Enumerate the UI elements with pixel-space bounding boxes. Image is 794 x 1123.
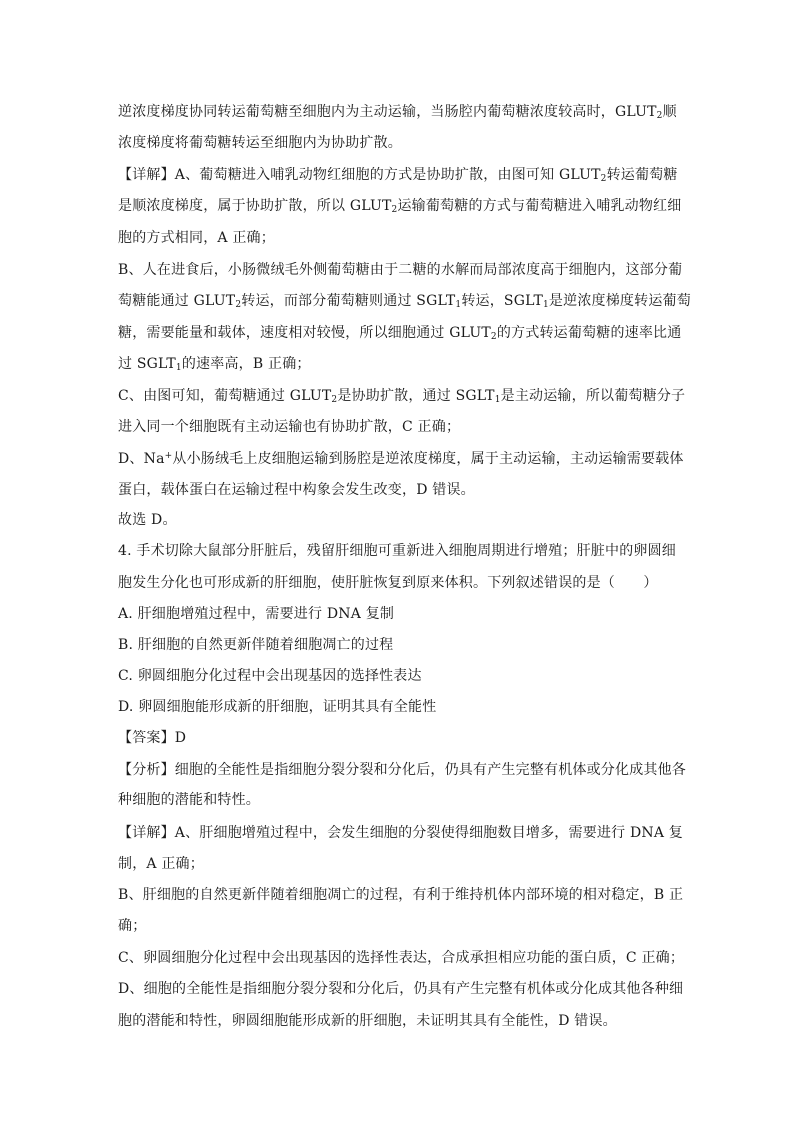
subscript: 2 (600, 174, 607, 184)
text-line (118, 854, 204, 874)
text-line (118, 635, 393, 655)
text-line (118, 573, 658, 593)
text-run: D、细胞的全能性是指细胞分裂分裂和分化后，仍具有产生完整有机体或分化成其他各种细 (118, 981, 684, 997)
subscript: 1 (542, 300, 549, 310)
text-run: 蛋白，载体蛋白在运输过程中构象会发生改变，D 错误。 (118, 482, 475, 498)
text-run: 确； (118, 918, 147, 934)
subscript: 2 (391, 205, 398, 215)
text-run: 是主动运输，所以葡萄糖分子 (500, 388, 686, 404)
text-run: 是逆浓度梯度转运葡萄 (548, 293, 691, 309)
text-line (118, 228, 275, 248)
text-run: 从小肠绒毛上皮细胞运输到肠腔是逆浓度梯度，属于主动运输，主动运输需要载体 (172, 451, 684, 467)
text-line (118, 790, 260, 810)
text-run: 种细胞的潜能和特性。 (118, 792, 260, 808)
text-line (118, 323, 681, 343)
text-run: 浓度梯度将葡萄糖转运至细胞内为协助扩散。 (118, 135, 402, 151)
subscript: 2 (656, 111, 663, 121)
text-run: C、由图可知，葡萄糖通过 GLUT (118, 388, 332, 404)
text-line (118, 916, 146, 936)
text-line (118, 728, 186, 748)
text-run: D、Na (118, 451, 165, 467)
text-run: 故选 D。 (118, 512, 177, 528)
text-line (118, 260, 682, 280)
text-line (118, 979, 683, 999)
subscript: 1 (175, 363, 182, 373)
text-run: C. 卵圆细胞分化过程中会出现基因的选择性表达 (118, 668, 422, 684)
text-line (118, 102, 677, 122)
text-run: 过 SGLT (118, 356, 176, 372)
text-line (118, 697, 436, 717)
text-line (118, 133, 402, 153)
text-line (118, 417, 460, 437)
text-run: B、人在进食后，小肠微绒毛外侧葡萄糖由于二糖的水解而局部浓度高于细胞内，这部分葡 (118, 262, 683, 278)
subscript: 1 (455, 300, 462, 310)
superscript: + (164, 451, 173, 461)
text-run: 是协助扩散，通过 SGLT (337, 388, 495, 404)
text-run: 胞的方式相同，A 正确； (118, 230, 275, 246)
text-run: 胞的潜能和特性，卵圆细胞能形成新的肝细胞，未证明其具有全能性，D 错误。 (118, 1013, 617, 1029)
text-run: 转运葡萄糖 (606, 167, 678, 183)
text-line (118, 510, 177, 530)
text-run: 【详解】A、葡萄糖进入哺乳动物红细胞的方式是协助扩散，由图可知 GLUT (118, 167, 601, 183)
text-run: 胞发生分化也可形成新的肝细胞，使肝脏恢复到原来体积。下列叙述错误的是（ ） (118, 575, 658, 591)
text-line (118, 291, 691, 311)
text-line (118, 666, 422, 686)
text-line (118, 354, 311, 374)
text-run: 转运，SGLT (461, 293, 543, 309)
text-run: 逆浓度梯度协同转运葡萄糖至细胞内为主动运输，当肠腔内葡萄糖浓度较高时，GLUT (118, 104, 657, 120)
text-run: 制，A 正确； (118, 856, 204, 872)
text-run: C、卵圆细胞分化过程中会出现基因的选择性表达，合成承担相应功能的蛋白质，C 正确； (118, 950, 685, 966)
text-run: 的速率高，B 正确； (181, 356, 311, 372)
text-run: 顺 (662, 104, 677, 120)
text-line (118, 541, 676, 561)
text-line (118, 760, 686, 780)
text-run: 萄糖能通过 GLUT (118, 293, 236, 309)
text-line (118, 165, 678, 185)
text-run: 进入同一个细胞既有主动运输也有协助扩散，C 正确； (118, 419, 461, 435)
text-line (118, 386, 685, 406)
subscript: 2 (235, 300, 242, 310)
subscript: 2 (490, 332, 497, 342)
text-run: 4. 手术切除大鼠部分肝脏后，残留肝细胞可重新进入细胞周期进行增殖；肝脏中的卵圆细 (118, 543, 677, 559)
text-run: B、肝细胞的自然更新伴随着细胞凋亡的过程，有利于维持机体内部环境的相对稳定，B 正 (118, 887, 684, 903)
text-line (118, 823, 683, 843)
text-line (118, 604, 394, 624)
subscript: 2 (331, 395, 338, 405)
text-run: D. 卵圆细胞能形成新的肝细胞，证明其具有全能性 (118, 699, 437, 715)
text-line (118, 449, 684, 469)
text-run: 糖，需要能量和载体，速度相对较慢，所以细胞通过 GLUT (118, 325, 491, 341)
text-run: 运输葡萄糖的方式与葡萄糖进入哺乳动物红细 (397, 198, 682, 214)
text-line (118, 196, 681, 216)
text-line (118, 480, 475, 500)
text-run: 【分析】细胞的全能性是指细胞分裂分裂和分化后，仍具有产生完整有机体或分化成其他各 (118, 762, 686, 778)
text-run: 的方式转运葡萄糖的速率比通 (496, 325, 682, 341)
text-run: B. 肝细胞的自然更新伴随着细胞凋亡的过程 (118, 637, 394, 653)
subscript: 1 (494, 395, 501, 405)
text-line (118, 948, 684, 968)
text-run: 【详解】A、肝细胞增殖过程中，会发生细胞的分裂使得细胞数目增多，需要进行 DNA 复 (118, 825, 683, 841)
text-line (118, 1011, 617, 1031)
text-run: 是顺浓度梯度，属于协助扩散，所以 GLUT (118, 198, 392, 214)
text-run: 【答案】D (118, 730, 187, 746)
text-line (118, 885, 683, 905)
text-run: 转运，而部分葡萄糖则通过 SGLT (241, 293, 456, 309)
text-run: A. 肝细胞增殖过程中，需要进行 DNA 复制 (118, 606, 395, 622)
